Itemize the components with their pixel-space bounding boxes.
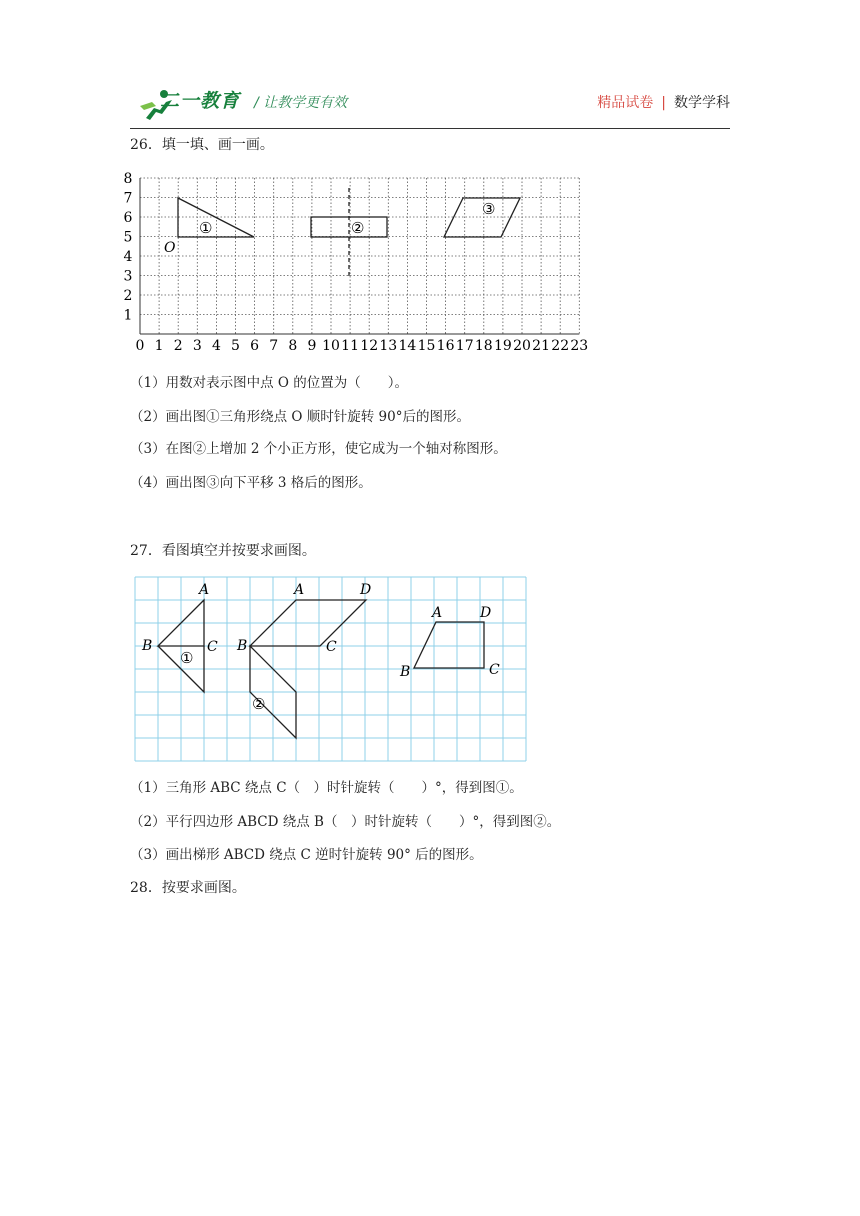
q26-y-tick-label: 6	[123, 210, 133, 226]
q26-y-tick-label: 4	[123, 249, 133, 265]
q27-fig3-D: D	[480, 605, 492, 621]
q26-x-tick-label: 6	[250, 338, 260, 354]
q27-fig2-number: ②	[252, 695, 266, 713]
q26-x-tick-label: 22	[551, 338, 570, 354]
q26-point-O-label: O	[164, 240, 176, 256]
q26-x-tick-label: 19	[493, 338, 512, 354]
q26-x-tick-label: 15	[417, 338, 436, 354]
q26-x-tick-label: 3	[192, 338, 202, 354]
q26-x-axis-labels	[136, 338, 589, 354]
q26-x-tick-label: 23	[570, 338, 589, 354]
q26-x-tick-label: 12	[360, 338, 379, 354]
q27-fig1-C: C	[207, 639, 218, 655]
q27-fig3-A: A	[432, 605, 443, 621]
q26-x-tick-label: 8	[288, 338, 298, 354]
q26-y-tick-label: 7	[123, 190, 133, 207]
q26-x-tick-label: 20	[513, 338, 531, 354]
q27-sub1: （1）三角形 ABC 绕点 C（ ）时针旋转（ ）°，得到图①。	[130, 780, 523, 796]
q26-y-tick-label: 2	[123, 288, 133, 304]
q26-sub3: （3）在图②上增加 2 个小正方形，使它成为一个轴对称图形。	[130, 441, 507, 457]
q26-x-tick-label: 14	[398, 338, 417, 354]
q26-x-tick-label: 11	[341, 338, 360, 354]
q26-x-tick-label: 16	[436, 338, 455, 354]
q26-rectangle-label: ②	[351, 219, 365, 237]
q26-grid-figure	[120, 168, 600, 358]
header-tags	[597, 92, 730, 112]
q26-y-tick-label: 3	[123, 268, 133, 285]
q26-y-tick-label: 8	[123, 171, 133, 187]
q27-fig3-B: B	[400, 664, 411, 680]
q27-fig1-B: B	[142, 638, 153, 654]
q26-y-tick-label: 5	[123, 229, 133, 246]
q26-y-axis-labels	[124, 171, 133, 324]
q27-sub2: （2）平行四边形 ABCD 绕点 B（ ）时针旋转（ ）°，得到图②。	[130, 814, 561, 830]
q26-x-tick-label: 10	[322, 338, 340, 354]
q27-title: 27．看图填空并按要求画图。	[130, 543, 316, 559]
q26-triangle-label: ①	[199, 219, 213, 237]
q26-x-tick-label: 2	[173, 338, 183, 354]
q26-sub2: （2）画出图①三角形绕点 O 顺时针旋转 90°后的图形。	[130, 409, 470, 425]
q27-fig2-A: A	[294, 582, 305, 598]
q26-parallelogram-label: ③	[482, 200, 496, 218]
q27-fig2-C: C	[326, 639, 337, 655]
q27-sub3: （3）画出梯形 ABCD 绕点 C 逆时针旋转 90° 后的图形。	[130, 847, 483, 863]
q26-x-tick-label: 21	[532, 338, 551, 354]
q26-sub1: （1）用数对表示图中点 O 的位置为（ ）。	[130, 375, 408, 391]
q26-title: 26．填一填、画一画。	[130, 137, 274, 153]
q26-x-tick-label: 18	[474, 338, 493, 354]
q27-fig2-D: D	[360, 582, 372, 598]
q27-fig3-C: C	[489, 662, 500, 678]
q26-x-tick-label: 4	[211, 338, 221, 354]
slogan: / 让教学更有效	[254, 95, 348, 111]
q26-y-tick-label: 1	[123, 307, 133, 324]
q27-trapezoid-shape	[414, 622, 484, 668]
tag-right: 数学学科	[674, 95, 730, 111]
q27-fig1-A: A	[199, 582, 210, 598]
q28-title: 28．按要求画图。	[130, 880, 246, 896]
q26-x-tick-label: 9	[307, 338, 317, 354]
q26-sub4: （4）画出图③向下平移 3 格后的图形。	[130, 475, 372, 491]
q26-x-tick-label: 0	[135, 338, 145, 354]
tag-left: 精品试卷	[597, 95, 654, 111]
q26-grid-lines	[140, 178, 579, 334]
q26-x-tick-label: 7	[269, 338, 279, 354]
q26-x-tick-label: 1	[154, 338, 164, 354]
page-header	[130, 82, 730, 129]
q27-fig2-B: B	[237, 638, 248, 654]
q26-x-tick-label: 13	[379, 338, 398, 354]
q26-x-tick-label: 5	[231, 338, 240, 354]
q27-grid-figure	[130, 570, 540, 766]
tag-separator: |	[661, 95, 666, 111]
logo-text: 二一教育	[160, 90, 241, 112]
q27-fig1-number: ①	[180, 649, 194, 667]
q26-x-tick-label: 17	[455, 338, 474, 354]
q27-grid-lines	[135, 577, 526, 761]
